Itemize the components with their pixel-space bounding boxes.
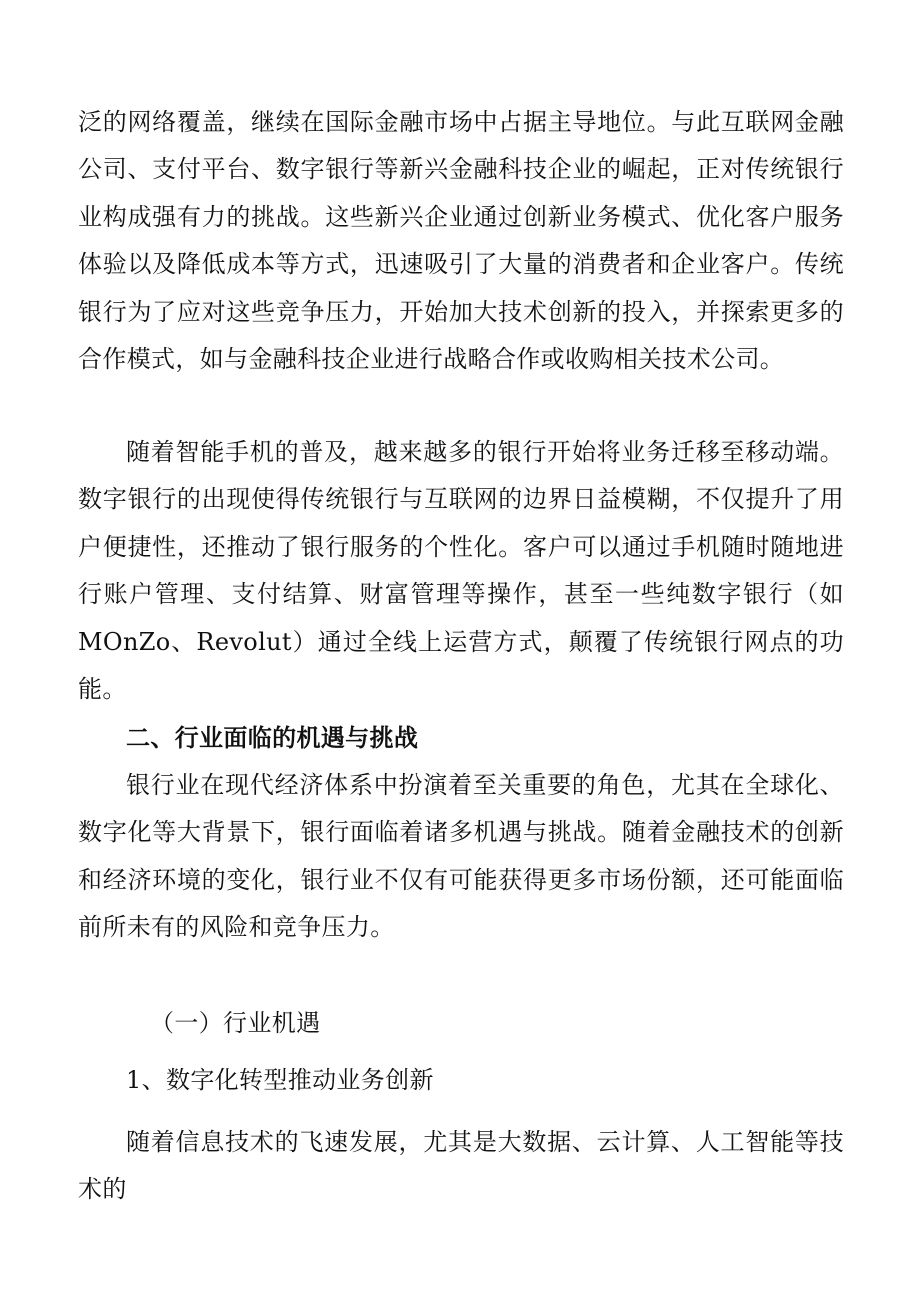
item-heading-digital-transformation: 1、数字化转型推动业务创新 [126, 1066, 434, 1094]
paragraph-it-development: 随着信息技术的飞速发展，尤其是大数据、云计算、人工智能等技术的 [78, 1128, 844, 1204]
paragraph-fintech-competition: 泛的网络覆盖，继续在国际金融市场中占据主导地位。与此互联网金融公司、支付平台、数字银行等新兴金融科技企业的崛起，正对传统银行业构成强有力的挑战。这些新兴企业通过创新业务模式、优化客户服务体验以及降低成本等方式，迅速吸引了大量的消费者和企业客户。传统银行为了应对这些竞争压力，开始加大技术创新的投入，并探索更多的合作模式，如与金融科技企业进行战略合作或收购相关技术公司。 [78, 108, 844, 374]
paragraph-industry-overview: 银行业在现代经济体系中扮演着至关重要的角色，尤其在全球化、数字化等大背景下，银行面临着诸多机遇与挑战。随着金融技术的创新和经济环境的变化，银行业不仅有可能获得更多市场份额，还可能面临前所未有的风险和竞争压力。 [78, 771, 844, 942]
section-heading-opportunities-challenges: 二、行业面临的机遇与挑战 [126, 723, 419, 752]
subsection-heading-opportunities: （一）行业机遇 [150, 1009, 321, 1037]
paragraph-mobile-banking: 随着智能手机的普及，越来越多的银行开始将业务迁移至移动端。数字银行的出现使得传统银行与互联网的边界日益模糊，不仅提升了用户便捷性，还推动了银行服务的个性化。客户可以通过手机随时随地进行账户管理、支付结算、财富管理等操作，甚至一些纯数字银行（如MOnZo、Revolut）通过全线上运营方式，颠覆了传统银行网点的功能。 [78, 438, 844, 704]
